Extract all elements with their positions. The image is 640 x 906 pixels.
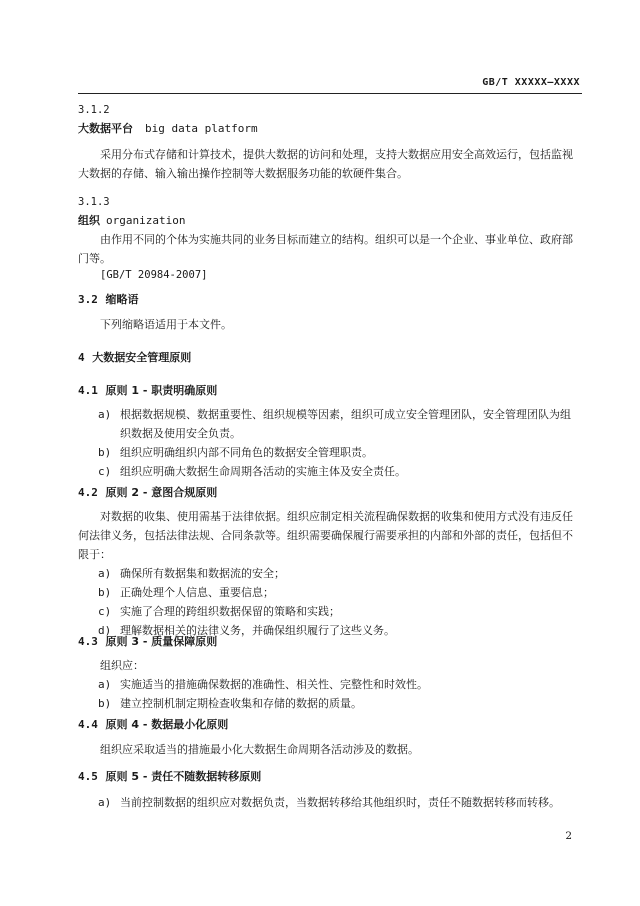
list-item: [78, 462, 580, 481]
section-title: 原则 5 - 责任不随数据转移原则: [105, 770, 262, 783]
term-en: big data platform: [145, 122, 258, 135]
list-text: 根据数据规模、数据重要性、组织规模等因素，组织可成立安全管理团队，安全管理团队为组织数据及使用安全负责。: [120, 408, 571, 440]
section-number: 4.1: [78, 384, 98, 397]
list-marker: c): [98, 605, 112, 618]
header-rule: [78, 93, 582, 94]
list-item: [78, 694, 580, 713]
list-item: [78, 602, 580, 621]
term-en: organization: [106, 214, 186, 227]
list-item: [78, 583, 580, 602]
section-number: 4.4: [78, 718, 98, 731]
section-4-4: [78, 716, 580, 759]
list-marker: b): [98, 697, 112, 710]
section-heading: [78, 291, 580, 307]
clause-number: 3.1.2: [78, 104, 110, 116]
list-marker: c): [98, 465, 112, 478]
section-heading: [78, 382, 580, 398]
list-text: 实施适当的措施确保数据的准确性、相关性、完整性和时效性。: [120, 678, 428, 691]
section-4-5: [78, 768, 580, 812]
clause-3-1-3: [78, 196, 580, 281]
list-marker: d): [98, 624, 112, 637]
section-heading: [78, 484, 580, 500]
section-number: 4.5: [78, 770, 98, 783]
section-heading: [78, 633, 580, 649]
page-number: 2: [565, 830, 572, 842]
list-text: 理解数据相关的法律义务，并确保组织履行了这些义务。: [120, 624, 395, 637]
section-title: 原则 2 - 意图合规原则: [105, 486, 218, 499]
list-marker: b): [98, 446, 112, 459]
list-text: 组织应明确大数据生命周期各活动的实施主体及安全责任。: [120, 465, 406, 478]
paragraph: 组织应：: [100, 659, 144, 672]
section-heading: [78, 349, 580, 365]
section-number: 4.3: [78, 635, 98, 648]
section-4: [78, 349, 580, 365]
section-4-3: [78, 633, 580, 713]
standard-code: GB/T XXXXX—XXXX: [482, 77, 580, 88]
list-text: 当前控制数据的组织应对数据负责，当数据转移给其他组织时，责任不随数据转移而转移。: [120, 796, 560, 809]
list-item: [78, 675, 580, 694]
term: [78, 212, 580, 228]
list-text: 确保所有数据集和数据流的安全；: [120, 567, 285, 580]
definition: 由作用不同的个体为实施共同的业务目标而建立的结构。组织可以是一个企业、事业单位、政府部门等。: [78, 233, 573, 265]
list-marker: b): [98, 586, 112, 599]
paragraph: 组织应采取适当的措施最小化大数据生命周期各活动涉及的数据。: [100, 743, 419, 756]
section-title: 原则 3 - 质量保障原则: [105, 635, 218, 648]
section-title: 原则 4 - 数据最小化原则: [105, 718, 229, 731]
definition: 采用分布式存储和计算技术，提供大数据的访问和处理，支持大数据应用安全高效运行，包括监视大数据的存储、输入输出操作控制等大数据服务功能的软硬件集合。: [78, 148, 573, 180]
list-text: 组织应明确组织内部不同角色的数据安全管理职责。: [120, 446, 373, 459]
list-item: [78, 405, 580, 443]
section-title: 缩略语: [105, 293, 139, 306]
term-cn: 组织: [78, 214, 100, 227]
clause-3-1-2: [78, 104, 580, 183]
section-4-2: [78, 484, 580, 640]
paragraph: 对数据的收集、使用需基于法律依据。组织应制定相关流程确保数据的收集和使用方式没有违反任何法律义务，包括法律法规、合同条款等。组织需要确保履行需要承担的内部和外部的责任，包括但不限于：: [78, 510, 573, 561]
paragraph: 下列缩略语适用于本文件。: [100, 318, 232, 331]
section-4-1: [78, 382, 580, 481]
list-text: 实施了合理的跨组织数据保留的策略和实践；: [120, 605, 340, 618]
section-number: 4: [78, 351, 85, 364]
list-marker: a): [98, 796, 112, 809]
section-number: 4.2: [78, 486, 98, 499]
list-marker: a): [98, 567, 112, 580]
list-marker: a): [98, 408, 112, 421]
section-heading: [78, 768, 580, 784]
section-3-2: [78, 291, 580, 334]
list-text: 建立控制机制定期检查收集和存储的数据的质量。: [120, 697, 362, 710]
list-item: [78, 564, 580, 583]
list-text: 正确处理个人信息、重要信息；: [120, 586, 274, 599]
term-cn: 大数据平台: [78, 122, 133, 135]
source-reference: [GB/T 20984-2007]: [100, 269, 208, 281]
section-title: 大数据安全管理原则: [92, 351, 192, 364]
list-item: [78, 443, 580, 462]
section-number: 3.2: [78, 293, 98, 306]
clause-number: 3.1.3: [78, 196, 110, 208]
list-marker: a): [98, 678, 112, 691]
term: [78, 120, 580, 136]
section-heading: [78, 716, 580, 732]
section-title: 原则 1 - 职责明确原则: [105, 384, 218, 397]
list-item: [78, 793, 580, 812]
